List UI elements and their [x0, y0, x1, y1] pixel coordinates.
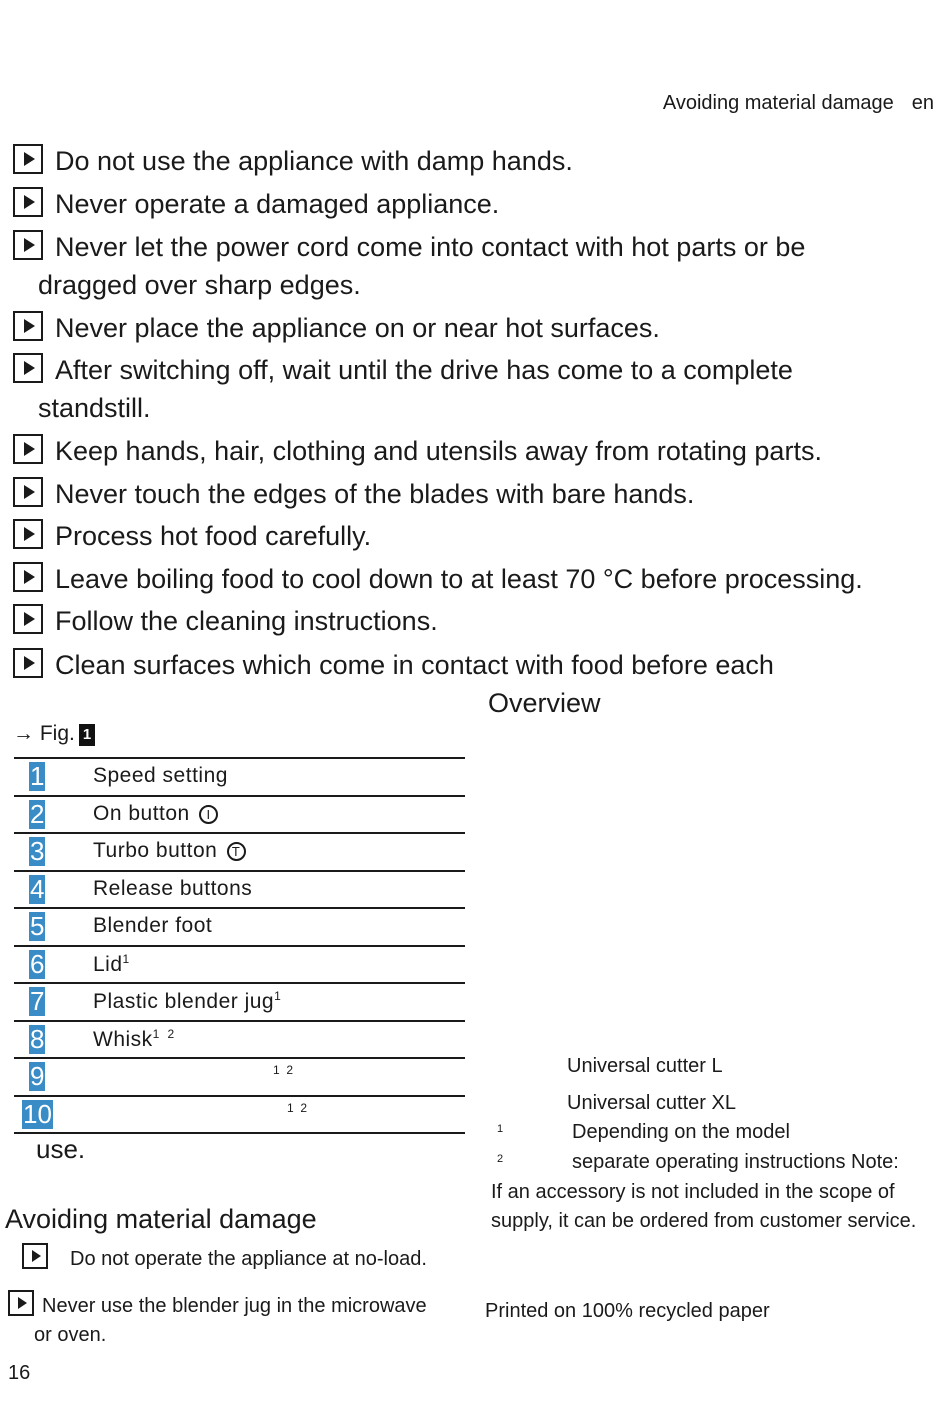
item-label-text: Plastic blender jug	[93, 990, 275, 1013]
header-lang: en	[911, 92, 934, 114]
footnote-mark: 1	[497, 1123, 504, 1135]
accessory-note: If an accessory is not included in the scope of supply, it can be ordered from customer service.	[491, 1181, 917, 1232]
item-number-badge: 8	[30, 1023, 45, 1054]
bullet-item	[13, 475, 943, 513]
bullet-item	[22, 1243, 462, 1274]
bullet-arrow-icon	[13, 187, 43, 217]
bullet-text: Never place the appliance on or near hot surfaces.	[55, 313, 660, 343]
footnote-marker: 1 2	[287, 1100, 308, 1115]
running-header	[663, 92, 934, 115]
bullet-text: Process hot food carefully.	[55, 521, 372, 551]
bullet-item	[13, 309, 943, 347]
bullet-text-cont: dragged over sharp edges.	[38, 270, 361, 300]
item-label	[93, 802, 218, 826]
item-number-badge: 9	[30, 1061, 45, 1091]
footnote-marker: 1 2	[273, 1063, 294, 1077]
overview-title: Overview	[488, 688, 601, 718]
bullet-text: Never touch the edges of the blades with bare hands.	[55, 479, 695, 509]
bullet-item	[13, 432, 943, 470]
bullet-text: Do not operate the appliance at no-load.	[70, 1248, 427, 1270]
item-label-text: Release buttons	[93, 876, 253, 900]
bullet-text: Never let the power cord come into contact with hot parts or be	[55, 232, 806, 262]
footnote-marker: 1 2	[152, 1026, 175, 1041]
bullet-arrow-icon	[22, 1243, 48, 1269]
table-row	[14, 872, 465, 910]
bullet-text: Leave boiling food to cool down to at least 70 °C before processing.	[55, 564, 863, 594]
bullet-item	[13, 351, 943, 427]
table-row	[14, 1097, 465, 1135]
figure-reference	[13, 722, 95, 746]
bullet-item	[13, 560, 943, 598]
bullet-item	[13, 185, 943, 223]
bullet-arrow-icon	[13, 230, 43, 260]
item-label	[93, 839, 246, 863]
footnote-marker: 1	[122, 951, 130, 966]
footnote-mark: 2	[497, 1153, 504, 1165]
bullet-text: After switching off, wait until the drive has come to a complete	[55, 355, 793, 385]
bullet-item	[13, 142, 943, 180]
footnote-2	[497, 1151, 899, 1174]
table-row	[14, 1022, 465, 1060]
item-number-badge: 3	[30, 836, 45, 866]
table-row	[14, 1059, 465, 1097]
item-label	[93, 914, 212, 938]
item-label	[93, 1027, 175, 1052]
item-label-text: On button	[93, 801, 190, 825]
item-number-badge: 6	[30, 948, 45, 979]
page-number: 16	[8, 1362, 31, 1384]
bullet-arrow-icon	[13, 434, 43, 464]
figure-number-badge: 1	[79, 724, 95, 746]
table-row	[14, 909, 465, 947]
bullet-text-cont: standstill.	[38, 393, 151, 423]
item-label	[93, 877, 252, 901]
turbo-symbol-icon: T	[227, 842, 246, 861]
item-number-badge: 1	[30, 761, 45, 791]
table-row	[14, 984, 465, 1022]
figure-ref-text: → Fig.	[13, 722, 75, 745]
item-label-text: Speed setting	[93, 764, 228, 787]
footnote-1	[497, 1121, 790, 1144]
table-row	[14, 834, 465, 872]
bullet-arrow-icon	[13, 311, 43, 341]
cutter-xl-label: Universal cutter XL	[567, 1092, 736, 1114]
bullet-text: Follow the cleaning instructions.	[55, 606, 438, 636]
item-number-badge: 5	[30, 911, 45, 941]
bullet-arrow-icon	[13, 353, 43, 383]
table-row	[14, 947, 465, 985]
item-label-text: Lid	[93, 952, 123, 976]
item-number-badge: 10	[23, 1098, 52, 1129]
footnote-text: Depending on the model	[572, 1121, 790, 1143]
continued-word: use.	[36, 1134, 86, 1164]
bullet-text: Never operate a damaged appliance.	[55, 189, 500, 219]
header-section: Avoiding material damage	[662, 92, 894, 114]
bullet-text: Clean surfaces which come in contact with food before each	[55, 650, 774, 680]
bullet-arrow-icon	[13, 519, 43, 549]
bullet-item	[13, 646, 943, 684]
bullet-text: Never use the blender jug in the microwave	[42, 1295, 427, 1317]
bullet-item	[13, 228, 943, 304]
bullet-arrow-icon	[13, 144, 43, 174]
item-number-badge: 7	[30, 986, 45, 1016]
footnote-text: separate operating instructions Note:	[572, 1151, 899, 1173]
item-label-text: Whisk	[93, 1027, 153, 1051]
item-number-badge: 4	[30, 873, 45, 904]
on-symbol-icon: I	[199, 805, 218, 824]
section-heading: Avoiding material damage	[5, 1204, 317, 1234]
bullet-arrow-icon	[13, 604, 43, 634]
footnote-marker: 1	[274, 989, 282, 1003]
bullet-arrow-icon	[13, 477, 43, 507]
bullet-text: Do not use the appliance with damp hands.	[55, 146, 573, 176]
table-row	[14, 759, 465, 797]
recycled-paper-note: Printed on 100% recycled paper	[485, 1300, 770, 1322]
item-label-text: Blender foot	[93, 914, 213, 937]
bullet-item	[13, 602, 943, 640]
item-number-badge: 2	[30, 798, 45, 829]
item-label	[93, 764, 228, 788]
item-label-text: Turbo button	[93, 839, 218, 862]
bullet-arrow-icon	[13, 562, 43, 592]
cutter-l-label: Universal cutter L	[567, 1055, 723, 1077]
bullet-item	[13, 517, 943, 555]
bullet-arrow-icon	[8, 1290, 34, 1316]
item-label	[93, 989, 281, 1014]
item-label	[93, 952, 130, 977]
table-row	[14, 797, 465, 835]
bullet-text: Keep hands, hair, clothing and utensils away from rotating parts.	[55, 436, 822, 466]
bullet-item	[8, 1290, 478, 1350]
overview-table	[14, 757, 465, 1134]
bullet-arrow-icon	[13, 648, 43, 678]
bullet-text-cont: or oven.	[34, 1324, 107, 1346]
